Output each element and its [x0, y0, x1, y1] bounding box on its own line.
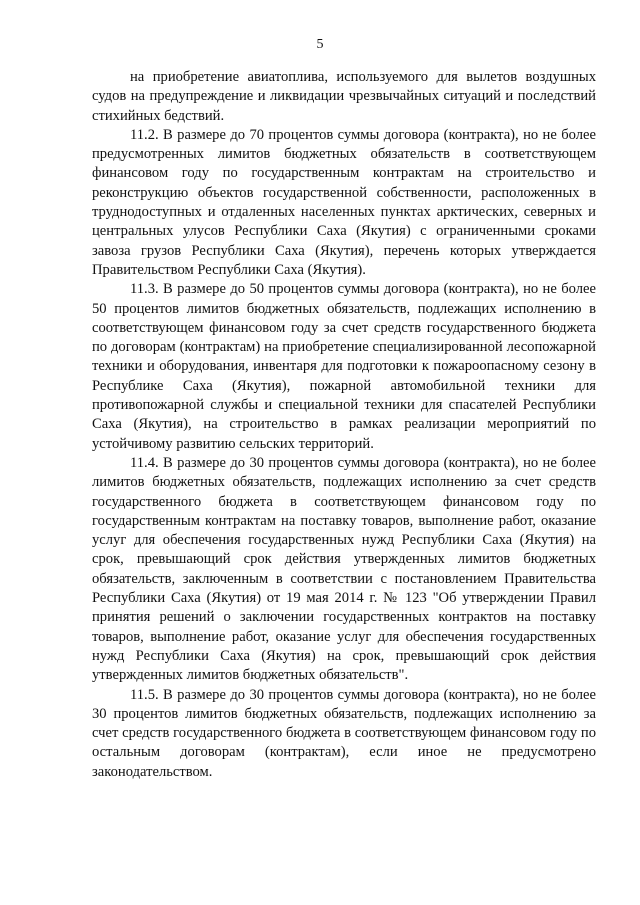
document-body — [92, 68, 596, 782]
paragraph-11-5: 11.5. В размере до 30 процентов суммы договора (контракта), но не более 30 процентов лимитов бюджетных обязательств, подлежащих исполнению за счет средств государственного бюджета в соответствующем финансовом году по остальным договорам (контрактам), если иное не предусмотрено законодательством. — [92, 686, 596, 780]
paragraph-11-3: 11.3. В размере до 50 процентов суммы договора (контракта), но не более 50 процентов лимитов бюджетных обязательств, подлежащих исполнению в соответствующем финансовом году за счет средств государственного бюджета по договорам (контрактам) на приобретение специализированной лесопожарной техники и оборудования, инвентаря для подготовки к пожароопасному сезону в Республике Саха (Якутия), пожарной автомобильной техники для противопожарной службы и специальной техники для спасателей Республики Саха (Якутия), на строительство в рамках реализации мероприятий по устойчивому развитию сельских территорий. — [92, 281, 596, 452]
paragraph-11-4: 11.4. В размере до 30 процентов суммы договора (контракта), но не более лимитов бюджетных обязательств, подлежащих исполнению за счет средств государственного бюджета в соответствующем финансовом году по государственным контрактам на поставку товаров, выполнение работ, оказание услуг для обеспечения государственных нужд Республики Саха (Якутия) на срок, превышающий срок действия утвержденных лимитов бюджетных обязательств, заключенным в соответствии с постановлением Правительства Республики Саха (Якутия) от 19 мая 2014 г. № 123 "Об утверждении Правил принятия решений о заключении государственных контрактов на поставку товаров, выполнение работ, оказание услуг для обеспечения государственных нужд Республики Саха (Якутия) на срок, превышающий срок действия утвержденных лимитов бюджетных обязательств". — [92, 454, 596, 684]
paragraph-11-2: 11.2. В размере до 70 процентов суммы договора (контракта), но не более предусмотренных лимитов бюджетных обязательств в соответствующем финансовом году по государственным контрактам на строительство и реконструкцию объектов государственной собственности, расположенных в труднодоступных и отдаленных населенных пунктах арктических, северных и центральных улусов Республики Саха (Якутия) с ограниченными сроками завоза грузов Республики Саха (Якутия), перечень которых утверждается Правительством Республики Саха (Якутия). — [92, 126, 596, 278]
paragraph-continued: на приобретение авиатоплива, используемого для вылетов воздушных судов на предупреждение и ликвидации чрезвычайных ситуаций и последствий стихийных бедствий. — [92, 69, 596, 124]
page-number: 5 — [316, 37, 324, 52]
